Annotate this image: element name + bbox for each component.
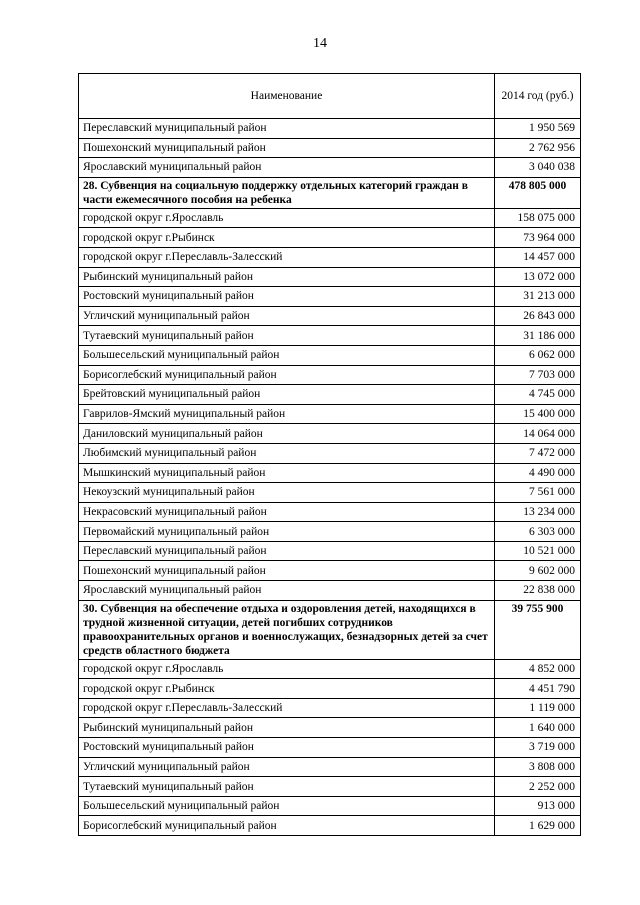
amount-cell: 22 838 000	[495, 581, 581, 601]
table-row	[79, 404, 581, 424]
table-row	[79, 345, 581, 365]
district-name: Рыбинский муниципальный район	[79, 718, 495, 738]
district-name: Угличский муниципальный район	[79, 757, 495, 777]
section-total: 39 755 900	[495, 600, 581, 659]
amount-cell: 7 472 000	[495, 443, 581, 463]
district-name: Большесельский муниципальный район	[79, 796, 495, 816]
table-row	[79, 443, 581, 463]
district-name: Гаврилов-Ямский муниципальный район	[79, 404, 495, 424]
table-row	[79, 698, 581, 718]
table-row	[79, 659, 581, 679]
table-row	[79, 424, 581, 444]
district-name: Пошехонский муниципальный район	[79, 138, 495, 158]
district-name: Большесельский муниципальный район	[79, 345, 495, 365]
amount-cell: 1 629 000	[495, 816, 581, 836]
district-name: городской округ г.Рыбинск	[79, 228, 495, 248]
amount-cell: 31 186 000	[495, 326, 581, 346]
amount-cell: 73 964 000	[495, 228, 581, 248]
column-header-name: Наименование	[79, 74, 495, 119]
district-name: Мышкинский муниципальный район	[79, 463, 495, 483]
amount-cell: 15 400 000	[495, 404, 581, 424]
district-name: Даниловский муниципальный район	[79, 424, 495, 444]
amount-cell: 4 745 000	[495, 385, 581, 405]
table-body	[79, 119, 581, 836]
amount-cell: 13 072 000	[495, 267, 581, 287]
table-row	[79, 777, 581, 797]
amount-cell: 1 119 000	[495, 698, 581, 718]
amount-cell: 158 075 000	[495, 208, 581, 228]
table-row	[79, 365, 581, 385]
district-name: Некоузский муниципальный район	[79, 483, 495, 503]
district-name: городской округ г.Ярославль	[79, 208, 495, 228]
district-name: Переславский муниципальный район	[79, 119, 495, 139]
amount-cell: 31 213 000	[495, 287, 581, 307]
district-name: Тутаевский муниципальный район	[79, 777, 495, 797]
table-row	[79, 267, 581, 287]
district-name: Пошехонский муниципальный район	[79, 561, 495, 581]
district-name: Ростовский муниципальный район	[79, 738, 495, 758]
amount-cell: 7 561 000	[495, 483, 581, 503]
table-row	[79, 326, 581, 346]
amount-cell: 26 843 000	[495, 306, 581, 326]
amount-cell: 10 521 000	[495, 541, 581, 561]
amount-cell: 2 252 000	[495, 777, 581, 797]
section-row	[79, 177, 581, 208]
section-total: 478 805 000	[495, 177, 581, 208]
district-name: Некрасовский муниципальный район	[79, 502, 495, 522]
amount-cell: 3 808 000	[495, 757, 581, 777]
column-header-year: 2014 год (руб.)	[495, 74, 581, 119]
table-row	[79, 306, 581, 326]
table-row	[79, 581, 581, 601]
district-name: городской округ г.Рыбинск	[79, 679, 495, 699]
table-row	[79, 158, 581, 178]
district-name: Любимский муниципальный район	[79, 443, 495, 463]
table-row	[79, 385, 581, 405]
section-title: 30. Субвенция на обеспечение отдыха и оздоровления детей, находящихся в трудной жизненной ситуации, детей погибших сотрудников правоохранительных органов и военнослужащих, безнадзорных детей за счет средств областного бюджета	[79, 600, 495, 659]
table-row	[79, 796, 581, 816]
table-row	[79, 679, 581, 699]
amount-cell: 13 234 000	[495, 502, 581, 522]
district-name: Брейтовский муниципальный район	[79, 385, 495, 405]
amount-cell: 14 064 000	[495, 424, 581, 444]
district-name: Борисоглебский муниципальный район	[79, 816, 495, 836]
table-row	[79, 119, 581, 139]
table-row	[79, 816, 581, 836]
table-row	[79, 541, 581, 561]
section-title: 28. Субвенция на социальную поддержку отдельных категорий граждан в части ежемесячного пособия на ребенка	[79, 177, 495, 208]
table-row	[79, 718, 581, 738]
amount-cell: 4 852 000	[495, 659, 581, 679]
amount-cell: 2 762 956	[495, 138, 581, 158]
table-row	[79, 208, 581, 228]
district-name: Угличский муниципальный район	[79, 306, 495, 326]
table-row	[79, 522, 581, 542]
table-row	[79, 247, 581, 267]
section-row	[79, 600, 581, 659]
amount-cell: 3 040 038	[495, 158, 581, 178]
district-name: Борисоглебский муниципальный район	[79, 365, 495, 385]
subsidy-table	[78, 73, 581, 836]
district-name: Переславский муниципальный район	[79, 541, 495, 561]
amount-cell: 913 000	[495, 796, 581, 816]
district-name: городской округ г.Переславль-Залесский	[79, 698, 495, 718]
table-row	[79, 483, 581, 503]
table-row	[79, 502, 581, 522]
district-name: Рыбинский муниципальный район	[79, 267, 495, 287]
table-row	[79, 463, 581, 483]
page-number: 14	[313, 36, 327, 51]
table-row	[79, 287, 581, 307]
district-name: Первомайский муниципальный район	[79, 522, 495, 542]
district-name: Ростовский муниципальный район	[79, 287, 495, 307]
district-name: Тутаевский муниципальный район	[79, 326, 495, 346]
amount-cell: 14 457 000	[495, 247, 581, 267]
amount-cell: 6 303 000	[495, 522, 581, 542]
district-name: Ярославский муниципальный район	[79, 158, 495, 178]
amount-cell: 3 719 000	[495, 738, 581, 758]
table-header-row	[79, 74, 581, 119]
amount-cell: 6 062 000	[495, 345, 581, 365]
table-row	[79, 757, 581, 777]
table-row	[79, 738, 581, 758]
table-row	[79, 561, 581, 581]
amount-cell: 1 950 569	[495, 119, 581, 139]
amount-cell: 9 602 000	[495, 561, 581, 581]
amount-cell: 7 703 000	[495, 365, 581, 385]
amount-cell: 1 640 000	[495, 718, 581, 738]
district-name: городской округ г.Переславль-Залесский	[79, 247, 495, 267]
table-row	[79, 228, 581, 248]
amount-cell: 4 490 000	[495, 463, 581, 483]
district-name: Ярославский муниципальный район	[79, 581, 495, 601]
district-name: городской округ г.Ярославль	[79, 659, 495, 679]
amount-cell: 4 451 790	[495, 679, 581, 699]
table-row	[79, 138, 581, 158]
